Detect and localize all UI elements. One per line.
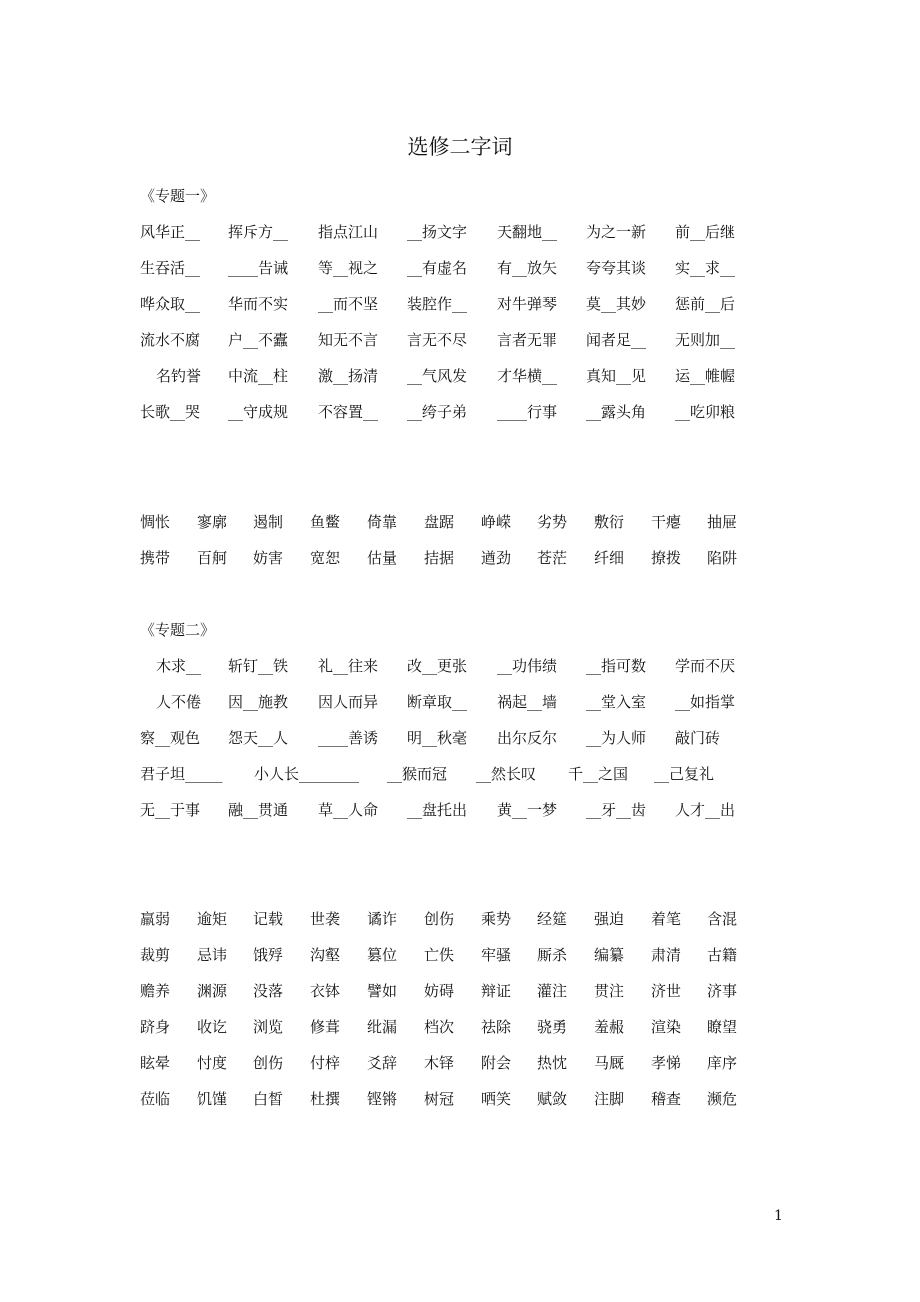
- idiom-item: __露头角: [586, 403, 647, 421]
- word-item: 莅临: [140, 1090, 171, 1108]
- idiom-item: __如指掌: [675, 693, 736, 711]
- idiom-row: [140, 365, 820, 401]
- idiom-item: 融__贯通: [228, 801, 289, 819]
- word-item: 倚靠: [367, 513, 398, 531]
- idiom-item: 言无不尽: [407, 331, 468, 349]
- word-item: 篡位: [367, 946, 398, 964]
- idiom-row: [140, 401, 820, 437]
- word-item: 济世: [651, 982, 682, 1000]
- word-item: 档次: [424, 1018, 455, 1036]
- idiom-item: 斩钉__铁: [228, 657, 289, 675]
- idiom-item: __盘托出: [407, 801, 468, 819]
- word-item: 妨碍: [424, 982, 455, 1000]
- word-item: 修葺: [310, 1018, 341, 1036]
- word-item: 敷衍: [594, 513, 625, 531]
- idiom-item: 木求__: [156, 657, 202, 675]
- word-item: 纰漏: [367, 1018, 398, 1036]
- idiom-item: 改__更张: [407, 657, 468, 675]
- word-item: 抽屉: [707, 513, 738, 531]
- idiom-item: 出尔反尔: [497, 729, 558, 747]
- idiom-item: __猴而冠: [387, 765, 448, 783]
- idiom-item: 礼__往来: [318, 657, 379, 675]
- word-item: 着笔: [651, 910, 682, 928]
- word-item: 赋敛: [537, 1090, 568, 1108]
- page-number: 1: [774, 1208, 783, 1224]
- idiom-item: 生吞活__: [140, 259, 201, 277]
- word-item: 遒劲: [481, 549, 512, 567]
- word-item: 濒危: [707, 1090, 738, 1108]
- idiom-item: 名钓誉: [156, 367, 202, 385]
- idiom-item: 断章取__: [407, 693, 468, 711]
- word-item: 杜撰: [310, 1090, 341, 1108]
- section-1-words: [140, 511, 820, 583]
- idiom-item: 实__求__: [675, 259, 736, 277]
- idiom-item: __而不坚: [318, 295, 379, 313]
- idiom-item: 等__视之: [318, 259, 379, 277]
- word-item: 劣势: [537, 513, 568, 531]
- idiom-item: ____告诫: [228, 259, 289, 277]
- word-row: [140, 908, 820, 944]
- idiom-item: ____行事: [497, 403, 558, 421]
- idiom-item: 惩前__后: [675, 295, 736, 313]
- word-item: 寥廓: [197, 513, 228, 531]
- word-item: 付梓: [310, 1054, 341, 1072]
- idiom-row: [140, 727, 820, 763]
- word-item: 济事: [707, 982, 738, 1000]
- word-item: 浏览: [253, 1018, 284, 1036]
- idiom-row: [140, 329, 820, 365]
- idiom-item: ____善诱: [318, 729, 379, 747]
- word-item: 爻辞: [367, 1054, 398, 1072]
- word-item: 惆怅: [140, 513, 171, 531]
- idiom-item: __扬文字: [407, 223, 468, 241]
- word-item: 渊源: [197, 982, 228, 1000]
- word-item: 估量: [367, 549, 398, 567]
- word-item: 忌讳: [197, 946, 228, 964]
- word-item: 纤细: [594, 549, 625, 567]
- idiom-item: 因__施教: [228, 693, 289, 711]
- idiom-item: 中流__柱: [228, 367, 289, 385]
- word-item: 妨害: [253, 549, 284, 567]
- word-item: 饿殍: [253, 946, 284, 964]
- idiom-item: 装腔作__: [407, 295, 468, 313]
- word-item: 羸弱: [140, 910, 171, 928]
- idiom-row: [140, 691, 820, 727]
- idiom-item: __己复礼: [654, 765, 715, 783]
- idiom-item: 无则加__: [675, 331, 736, 349]
- word-item: 强迫: [594, 910, 625, 928]
- word-item: 骁勇: [537, 1018, 568, 1036]
- word-item: 创伤: [253, 1054, 284, 1072]
- idiom-item: __牙__齿: [586, 801, 647, 819]
- word-item: 收讫: [197, 1018, 228, 1036]
- idiom-item: 学而不厌: [675, 657, 736, 675]
- idiom-item: 明__秋毫: [407, 729, 468, 747]
- word-item: 盘踞: [424, 513, 455, 531]
- idiom-item: 闻者足__: [586, 331, 647, 349]
- idiom-item: __有虚名: [407, 259, 468, 277]
- word-item: 乘势: [481, 910, 512, 928]
- word-item: 辩证: [481, 982, 512, 1000]
- idiom-item: 无__于事: [140, 801, 201, 819]
- word-item: 孝悌: [651, 1054, 682, 1072]
- idiom-item: 草__人命: [318, 801, 379, 819]
- word-item: 拮据: [424, 549, 455, 567]
- idiom-item: 指点江山: [318, 223, 379, 241]
- word-item: 白皙: [253, 1090, 284, 1108]
- idiom-item: __堂入室: [586, 693, 647, 711]
- idiom-item: 前__后继: [675, 223, 736, 241]
- idiom-item: 风华正__: [140, 223, 201, 241]
- idiom-item: 不容置__: [318, 403, 379, 421]
- idiom-item: __气风发: [407, 367, 468, 385]
- idiom-item: 黄__一梦: [497, 801, 558, 819]
- word-item: 百舸: [197, 549, 228, 567]
- word-item: 厮杀: [537, 946, 568, 964]
- word-item: 跻身: [140, 1018, 171, 1036]
- section-1-label: 《专题一》: [140, 187, 216, 205]
- idiom-item: 察__观色: [140, 729, 201, 747]
- word-item: 没落: [253, 982, 284, 1000]
- idiom-item: 怨天__人: [228, 729, 289, 747]
- word-row: [140, 1052, 820, 1088]
- page-title: 选修二字词: [407, 135, 513, 159]
- idiom-item: 夸夸其谈: [586, 259, 647, 277]
- word-item: 含混: [707, 910, 738, 928]
- idiom-row: [140, 799, 820, 835]
- word-item: 宽恕: [310, 549, 341, 567]
- word-item: 创伤: [424, 910, 455, 928]
- word-row: [140, 1088, 820, 1124]
- idiom-item: __吃卯粮: [675, 403, 736, 421]
- word-item: 逾矩: [197, 910, 228, 928]
- word-item: 撩拨: [651, 549, 682, 567]
- section-1-idioms: [140, 221, 820, 437]
- idiom-item: 小人长________: [254, 765, 360, 783]
- word-item: 忖度: [197, 1054, 228, 1072]
- idiom-row: [140, 293, 820, 329]
- word-item: 携带: [140, 549, 171, 567]
- idiom-item: __指可数: [586, 657, 647, 675]
- word-item: 牢骚: [481, 946, 512, 964]
- word-item: 肃清: [651, 946, 682, 964]
- idiom-item: __守成规: [228, 403, 289, 421]
- idiom-item: 言者无罪: [497, 331, 558, 349]
- word-item: 稽查: [651, 1090, 682, 1108]
- idiom-item: 华而不实: [228, 295, 289, 313]
- word-item: 沟壑: [310, 946, 341, 964]
- idiom-item: 祸起__墙: [497, 693, 558, 711]
- idiom-item: 对牛弹琴: [497, 295, 558, 313]
- word-item: 衣钵: [310, 982, 341, 1000]
- word-item: 哂笑: [481, 1090, 512, 1108]
- word-item: 峥嵘: [481, 513, 512, 531]
- word-item: 灌注: [537, 982, 568, 1000]
- word-item: 裁剪: [140, 946, 171, 964]
- word-item: 编纂: [594, 946, 625, 964]
- idiom-row: [140, 763, 820, 799]
- idiom-item: 千__之国: [568, 765, 629, 783]
- idiom-item: 真知__见: [586, 367, 647, 385]
- idiom-item: __功伟绩: [497, 657, 558, 675]
- idiom-item: 户__不蠹: [228, 331, 289, 349]
- idiom-item: 运__帷幄: [675, 367, 736, 385]
- idiom-item: 知无不言: [318, 331, 379, 349]
- word-item: 赡养: [140, 982, 171, 1000]
- word-row: [140, 1016, 820, 1052]
- idiom-item: __然长叹: [476, 765, 537, 783]
- idiom-row: [140, 221, 820, 257]
- word-item: 遏制: [253, 513, 284, 531]
- word-item: 谲诈: [367, 910, 398, 928]
- word-row: [140, 980, 820, 1016]
- idiom-item: 敲门砖: [675, 729, 721, 747]
- idiom-item: 为之一新: [586, 223, 647, 241]
- word-item: 干瘪: [651, 513, 682, 531]
- word-item: 鱼鳖: [310, 513, 341, 531]
- word-item: 庠序: [707, 1054, 738, 1072]
- idiom-item: 君子坦_____: [140, 765, 223, 783]
- section-2-label: 《专题二》: [140, 621, 216, 639]
- word-item: 树冠: [424, 1090, 455, 1108]
- idiom-item: 莫__其妙: [586, 295, 647, 313]
- word-item: 马厩: [594, 1054, 625, 1072]
- idiom-row: [140, 257, 820, 293]
- word-row: [140, 511, 820, 547]
- word-item: 瞭望: [707, 1018, 738, 1036]
- word-item: 木铎: [424, 1054, 455, 1072]
- idiom-item: 长歌__哭: [140, 403, 201, 421]
- idiom-item: 挥斥方__: [228, 223, 289, 241]
- word-item: 譬如: [367, 982, 398, 1000]
- idiom-item: 流水不腐: [140, 331, 201, 349]
- word-item: 眩晕: [140, 1054, 171, 1072]
- word-item: 热忱: [537, 1054, 568, 1072]
- word-item: 记载: [253, 910, 284, 928]
- idiom-row: [140, 655, 820, 691]
- word-item: 陷阱: [707, 549, 738, 567]
- idiom-item: 激__扬清: [318, 367, 379, 385]
- idiom-item: 因人而异: [318, 693, 379, 711]
- word-item: 苍茫: [537, 549, 568, 567]
- word-row: [140, 547, 820, 583]
- idiom-item: 哗众取__: [140, 295, 201, 313]
- word-item: 铿锵: [367, 1090, 398, 1108]
- word-item: 贯注: [594, 982, 625, 1000]
- idiom-item: __为人师: [586, 729, 647, 747]
- word-item: 渲染: [651, 1018, 682, 1036]
- word-item: 亡佚: [424, 946, 455, 964]
- word-item: 经筵: [537, 910, 568, 928]
- word-item: 饥馑: [197, 1090, 228, 1108]
- idiom-item: __绔子弟: [407, 403, 468, 421]
- section-2-idioms: [140, 655, 820, 835]
- word-row: [140, 944, 820, 980]
- word-item: 羞赧: [594, 1018, 625, 1036]
- word-item: 注脚: [594, 1090, 625, 1108]
- word-item: 世袭: [310, 910, 341, 928]
- idiom-item: 有__放矢: [497, 259, 558, 277]
- section-2-words: [140, 908, 820, 1124]
- idiom-item: 人不倦: [156, 693, 202, 711]
- word-item: 古籍: [707, 946, 738, 964]
- idiom-item: 才华横__: [497, 367, 558, 385]
- idiom-item: 人才__出: [675, 801, 736, 819]
- idiom-item: 天翻地__: [497, 223, 558, 241]
- word-item: 附会: [481, 1054, 512, 1072]
- word-item: 祛除: [481, 1018, 512, 1036]
